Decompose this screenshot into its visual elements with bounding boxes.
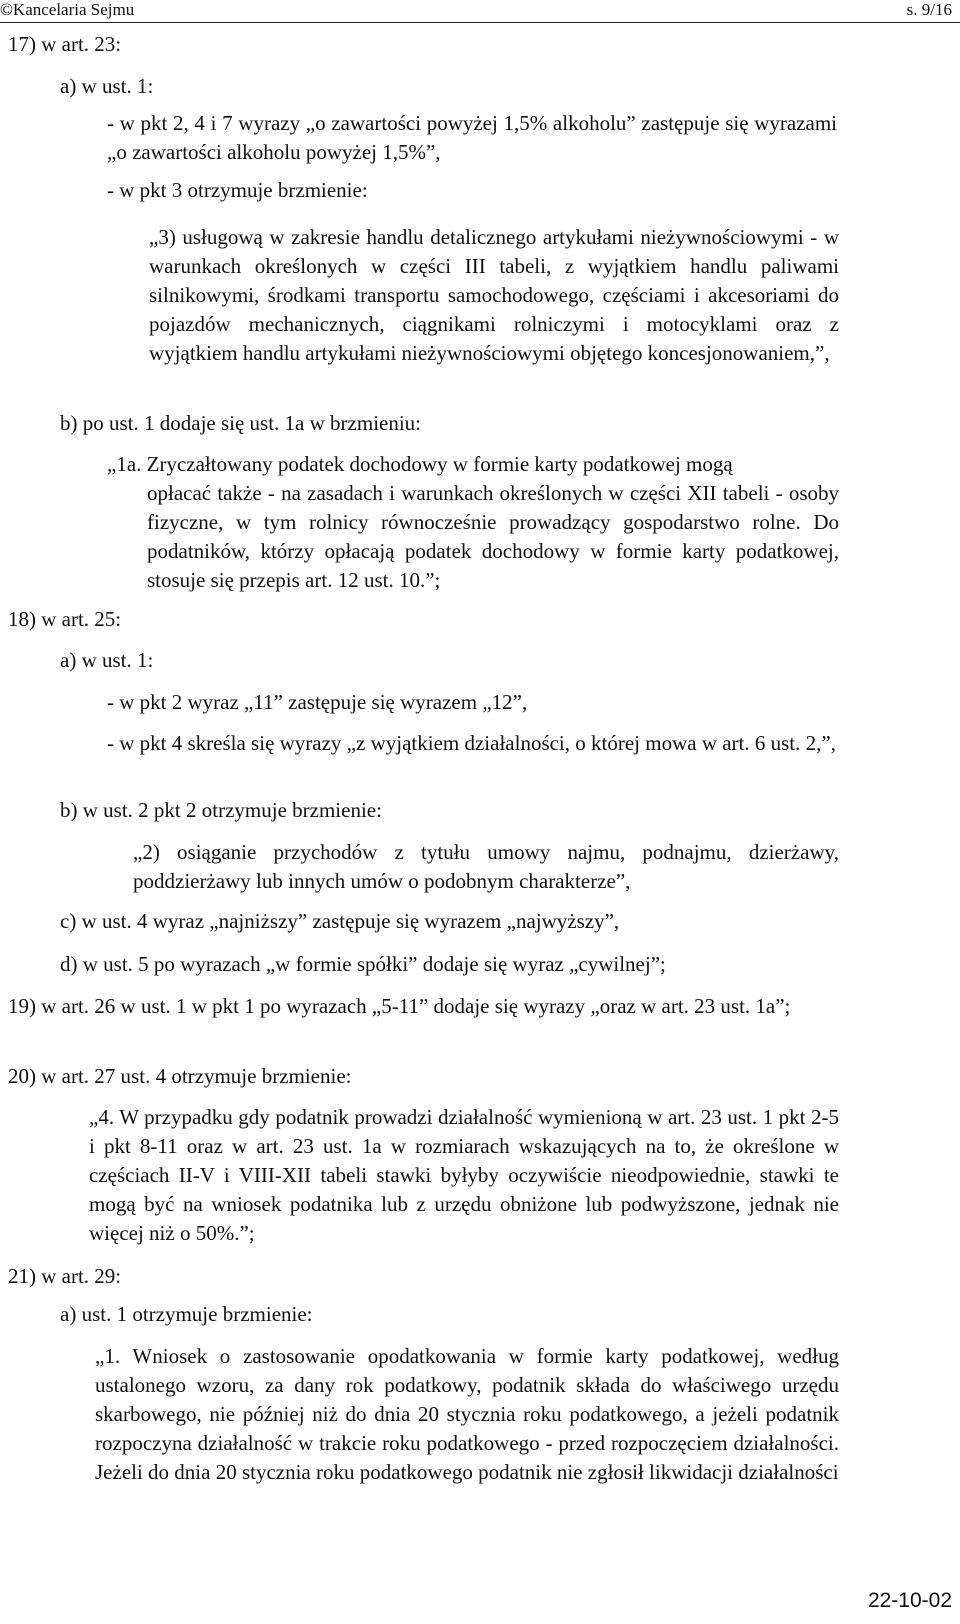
item-17a-dash-1: - w pkt 2, 4 i 7 wyrazy „o zawartości powyżej 1,5% alkoholu” zastępuje się wyrazami „o zawartości alkoholu powyżej 1,5%”, [107,111,837,164]
item-18a: a) w ust. 1: [60,648,154,672]
item-17a-dash-2: - w pkt 3 otrzymuje brzmienie: [107,178,368,202]
page-header [0,0,960,23]
item-18b: b) w ust. 2 pkt 2 otrzymuje brzmienie: [60,798,382,822]
item-20: 20) w art. 27 ust. 4 otrzymuje brzmienie: [8,1064,352,1088]
header-source: ©Kancelaria Sejmu [0,0,135,19]
item-18b-quote: „2) osiąganie przychodów z tytułu umowy najmu, podnajmu, dzierżawy, poddzierżawy lub innych umów o podobnym charakterze”, [133,840,839,893]
item-17b-quote-first-line: „1a. Zryczałtowany podatek dochodowy w formie karty podatkowej mogą [107,452,733,476]
item-21a: a) ust. 1 otrzymuje brzmienie: [60,1302,313,1326]
item-18c: c) w ust. 4 wyraz „najniższy” zastępuje się wyrazem „najwyższy”, [60,909,620,933]
item-17b: b) po ust. 1 dodaje się ust. 1a w brzmieniu: [60,411,422,435]
header-page-number: s. 9/16 [906,0,952,19]
footer-date: 22-10-02 [867,1589,952,1612]
item-19: 19) w art. 26 w ust. 1 w pkt 1 po wyrazach „5-11” dodaje się wyrazy „oraz w art. 23 ust. 1a”; [8,994,791,1018]
item-20-quote: „4. W przypadku gdy podatnik prowadzi działalność wymienioną w art. 23 ust. 1 pkt 2-5 i pkt 8-11 oraz w art. 23 ust. 1a w rozmiarach wskazujących na to, że określone w częściach II-V i VIII-XII tabeli stawki byłyby oczywiście nieodpowiednie, stawki te mogą być na wniosek podatnika lub z urzędu obniżone lub podwyższone, jednak nie więcej niż o 50%.”; [89,1105,839,1245]
item-17: 17) w art. 23: [8,32,122,56]
item-21a-quote: „1. Wniosek o zastosowanie opodatkowania w formie karty podatkowej, według ustalonego wzoru, za dany rok podatkowy, podatnik składa do właściwego urzędu skarbowego, nie później niż do dnia 20 stycznia roku podatkowego, a jeżeli podatnik rozpoczyna działalność w trakcie roku podatkowego - przed rozpoczęciem działalności. Jeżeli do dnia 20 stycznia roku podatkowego podatnik nie zgłosił likwidacji działalności [95,1344,839,1484]
item-17b-quote: opłacać także - na zasadach i warunkach określonych w części XII tabeli - osoby fizyczne, w tym rolnicy równocześnie prowadzący gospodarstwo rolne. Do podatników, którzy opłacają podatek dochodowy w formie karty podatkowej, stosuje się przepis art. 12 ust. 10.”; [147,481,839,592]
item-17a-quote: „3) usługową w zakresie handlu detalicznego artykułami nieżywnościowymi - w warunkach określonych w części III tabeli, z wyjątkiem handlu paliwami silnikowymi, środkami transportu samochodowego, częściami i akcesoriami do pojazdów mechanicznych, ciągnikami rolniczymi i motocyklami oraz z wyjątkiem handlu artykułami nieżywnościowymi objętego koncesjonowaniem,”, [149,225,839,365]
item-18d: d) w ust. 5 po wyrazach „w formie spółki” dodaje się wyraz „cywilnej”; [60,952,666,976]
item-18a-dash-1: - w pkt 2 wyraz „11” zastępuje się wyrazem „12”, [107,690,528,714]
item-18: 18) w art. 25: [8,607,122,631]
item-18a-dash-2: - w pkt 4 skreśla się wyrazy „z wyjątkiem działalności, o której mowa w art. 6 ust. 2,”, [107,731,836,755]
item-17a: a) w ust. 1: [60,74,154,98]
item-21: 21) w art. 29: [8,1264,122,1288]
